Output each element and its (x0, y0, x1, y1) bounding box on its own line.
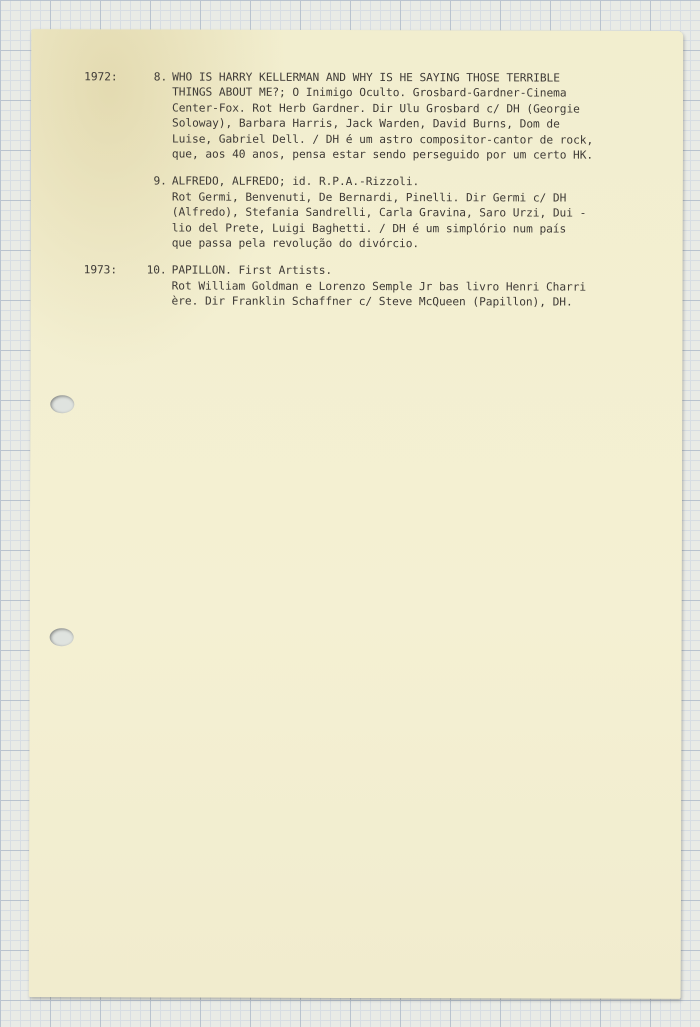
entry-number: 10. (146, 263, 167, 277)
entry-line: ère. Dir Franklin Schaffner c/ Steve McQueen (Papillon), DH. (171, 294, 573, 309)
punch-hole (50, 395, 74, 413)
entry-line: ALFREDO, ALFREDO; id. R.P.A.-Rizzoli. (171, 174, 420, 189)
entry-text (172, 174, 674, 252)
entry-line: Soloway), Barbara Harris, Jack Warden, David Burns, Dom de (172, 116, 560, 131)
entry-line: THINGS ABOUT ME?; O Inimigo Oculto. Grosbard-Gardner-Cinema (172, 85, 567, 100)
entry-line: Luise, Gabriel Dell. / DH é um astro compositor-cantor de rock, (171, 132, 594, 147)
filmography-list (84, 69, 675, 322)
film-entry (84, 174, 674, 253)
entry-year: 1973: (83, 263, 118, 277)
entry-line: WHO IS HARRY KELLERMAN AND WHY IS HE SAYING THOSE TERRIBLE (172, 70, 560, 85)
entry-line: Center-Fox. Rot Herb Gardner. Dir Ulu Grosbard c/ DH (Georgie (172, 101, 580, 116)
entry-line: que, aos 40 anos, pensa estar sendo perseguido por um certo HK. (171, 147, 594, 162)
film-entry (84, 69, 674, 163)
entry-line: lio del Prete, Luigi Baghetti. / DH é um simplório num país (171, 221, 567, 236)
entry-number: 9. (153, 174, 167, 188)
entry-year: 1972: (84, 70, 118, 84)
entry-number: 8. (153, 70, 168, 84)
entry-line: Rot William Goldman e Lorenzo Semple Jr bas livro Henri Charri (171, 279, 587, 294)
film-entry (84, 263, 674, 311)
entry-line: (Alfredo), Stefania Sandrelli, Carla Gravina, Saro Urzi, Dui - (171, 205, 587, 220)
punch-hole (50, 628, 74, 646)
entry-text (172, 263, 674, 311)
entry-line: que passa pela revolução do divórcio. (171, 236, 420, 251)
entry-line: Rot Germi, Benvenuti, De Bernardi, Pinelli. Dir Germi c/ DH (171, 190, 567, 205)
entry-text (172, 70, 674, 164)
entry-line: PAPILLON. First Artists. (171, 263, 333, 278)
typed-sheet (29, 29, 684, 999)
